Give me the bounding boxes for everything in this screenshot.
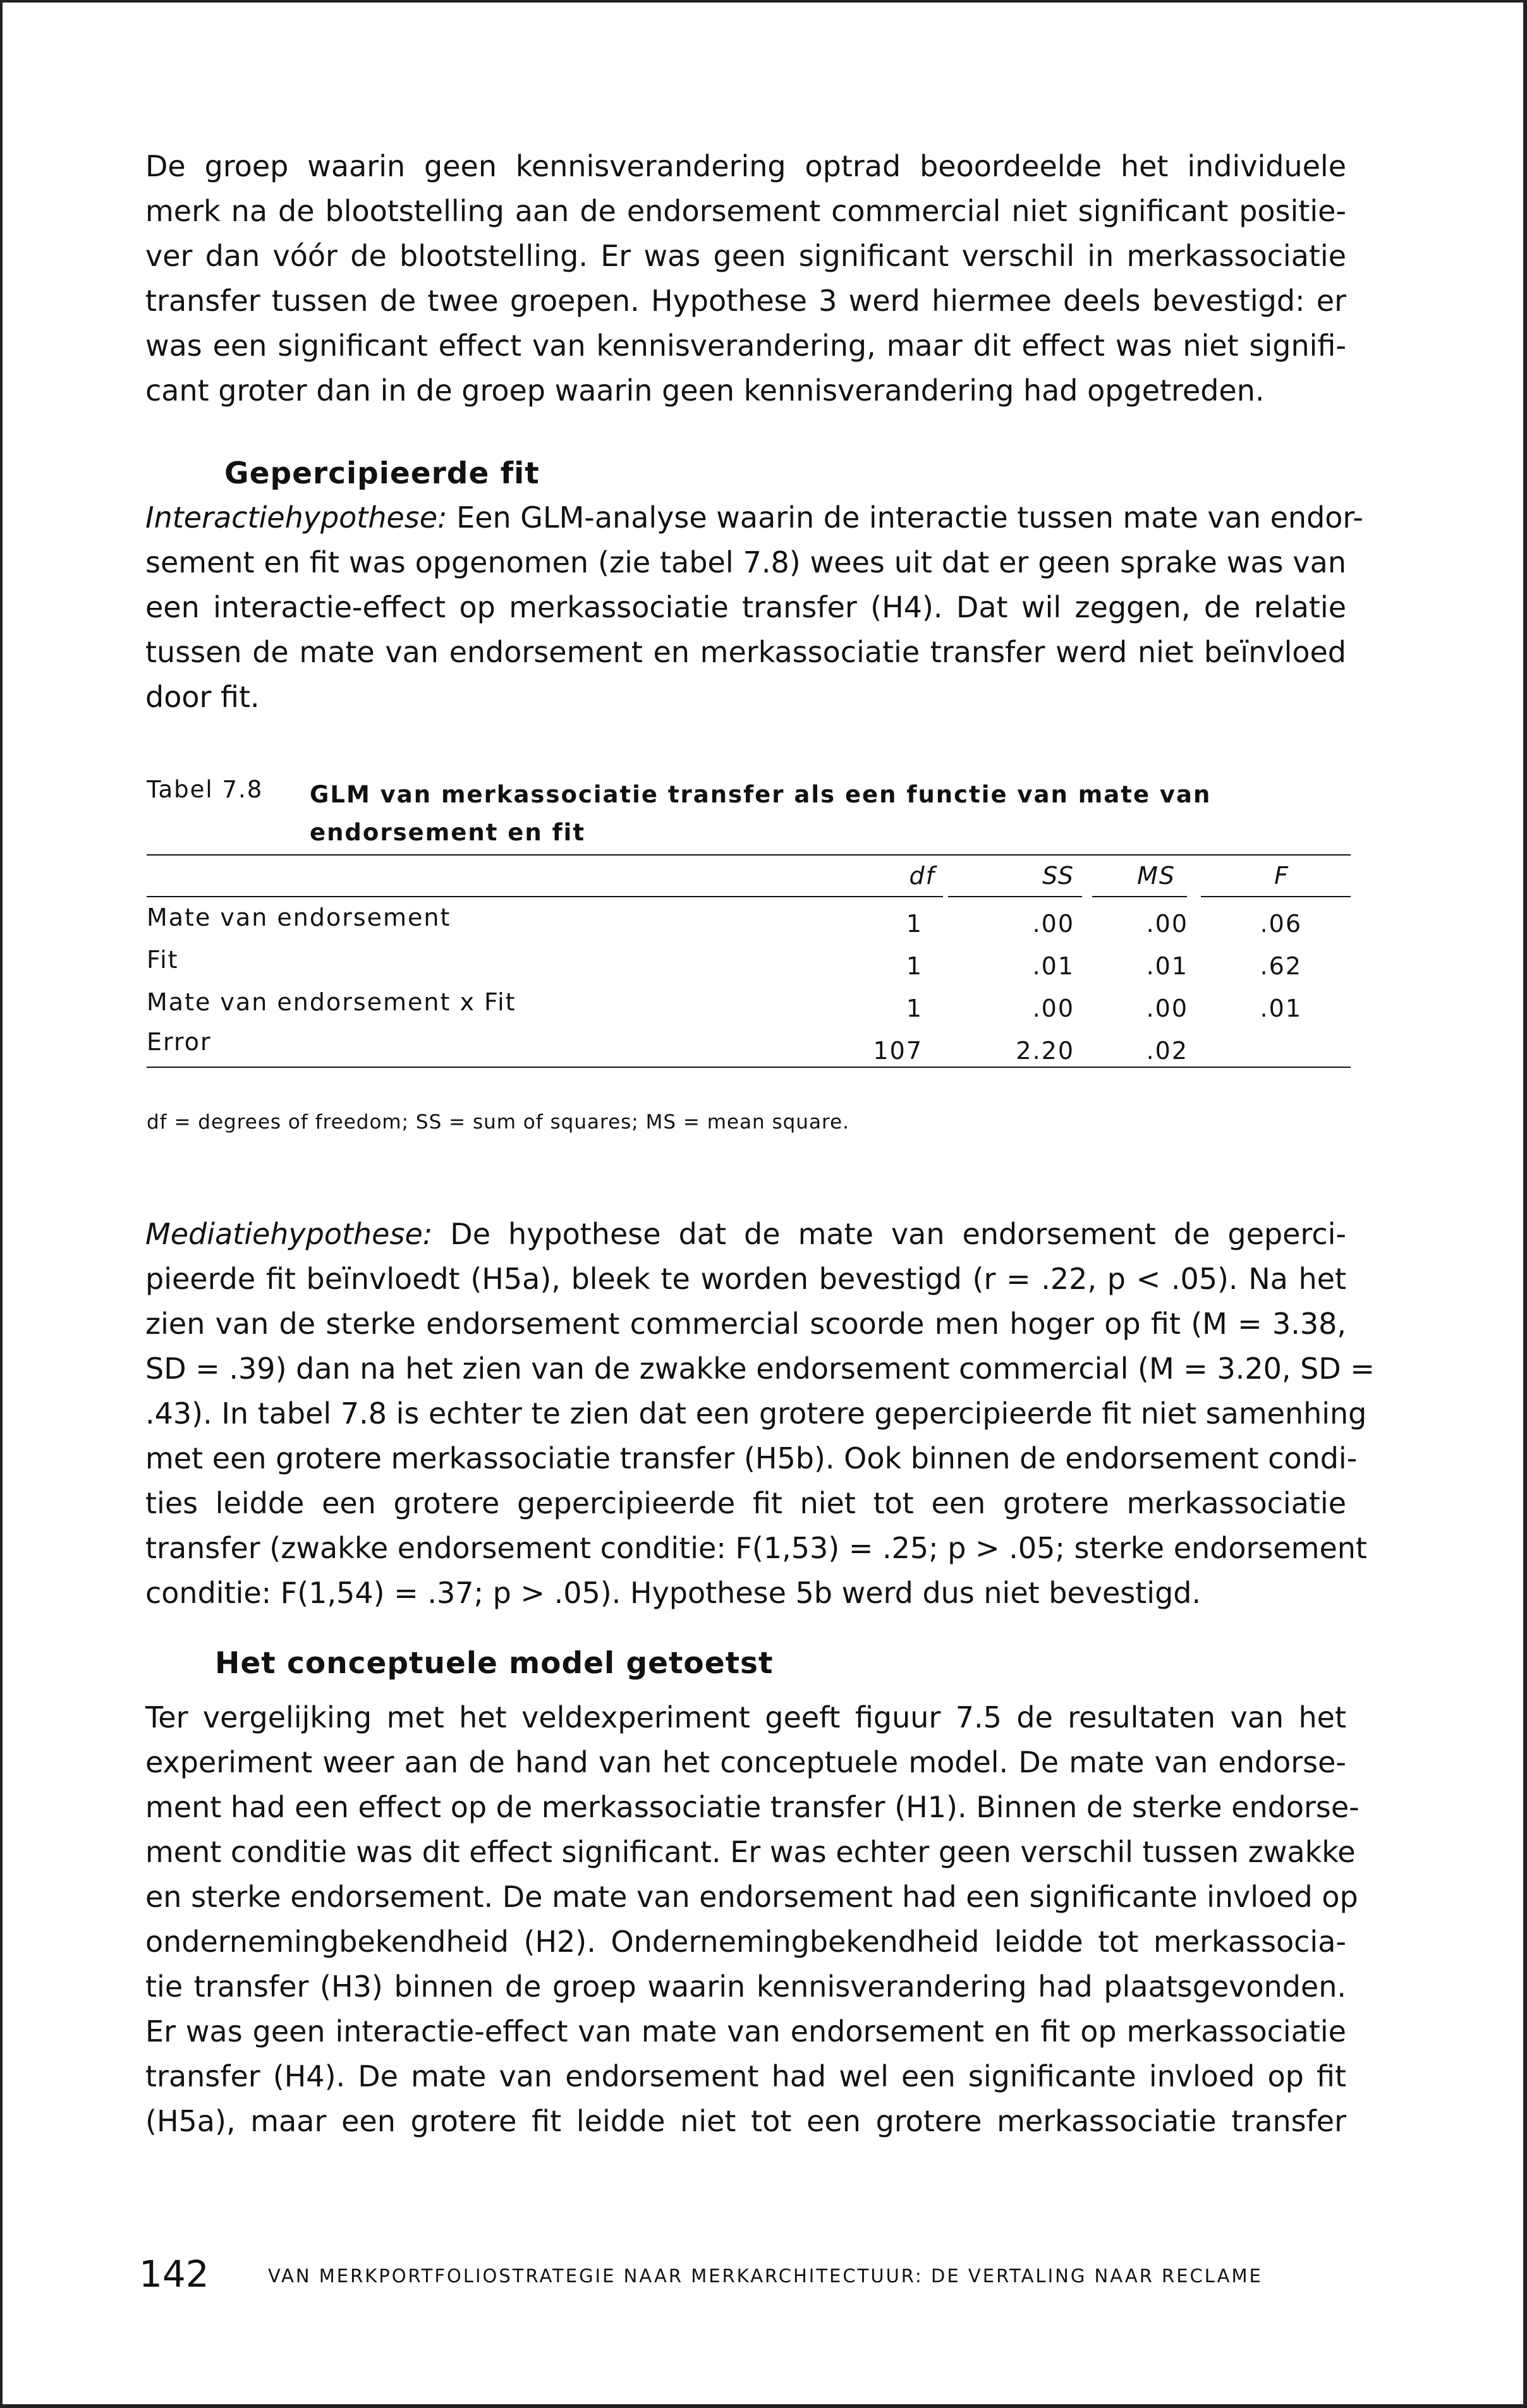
hypothesis-label: Interactiehypothese: <box>145 500 447 535</box>
text-line: door fit. <box>145 680 260 714</box>
text-line: pieerde fit beïnvloedt (H5a), bleek te worden bevestigd (r = .22, p < .05). Na het <box>145 1262 1346 1296</box>
header-underline-ss <box>962 896 1082 897</box>
text-line: Er was geen interactie-effect van mate van endorsement en fit op merkassociatie <box>145 2014 1346 2048</box>
cell-df: 1 <box>906 910 923 938</box>
paragraph-intro <box>145 144 1346 413</box>
cell-ss: 2.20 <box>1016 1037 1074 1065</box>
text-line: transfer (H4). De mate van endorsement had wel een significante invloed op fit <box>145 2059 1346 2093</box>
column-header-ms: MS <box>1137 862 1176 890</box>
row-label: Mate van endorsement x Fit <box>147 988 516 1016</box>
text-line: een interactie-effect op merkassociatie transfer (H4). Dat wil zeggen, de relatie <box>145 590 1346 624</box>
header-underline-ms <box>1092 896 1187 897</box>
cell-f: .62 <box>1260 952 1302 980</box>
cell-ss: .00 <box>1032 995 1074 1022</box>
text-line: sement en fit was opgenomen (zie tabel 7.8) wees uit dat er geen sprake was van <box>145 545 1346 579</box>
header-underline-label <box>147 896 943 897</box>
text-line: De groep waarin geen kennisverandering optrad beoordeelde het individuele <box>145 149 1346 183</box>
text-line: SD = .39) dan na het zien van de zwakke endorsement commercial (M = 3.20, SD = <box>145 1352 1375 1386</box>
text-line: conditie: F(1,54) = .37; p > .05). Hypothese 5b werd dus niet bevestigd. <box>145 1576 1202 1610</box>
text-line: ment had een effect op de merkassociatie transfer (H1). Binnen de sterke endorse- <box>145 1790 1360 1824</box>
text-line: De hypothese dat de mate van endorsement de geperci- <box>432 1217 1346 1251</box>
hypothesis-label: Mediatiehypothese: <box>145 1217 433 1251</box>
text-line: Een GLM-analyse waarin de interactie tussen mate van endor- <box>447 500 1363 535</box>
running-footer-title: VAN MERKPORTFOLIOSTRATEGIE NAAR MERKARCHITECTUUR: DE VERTALING NAAR RECLAME <box>268 2265 1263 2287</box>
text-line: merk na de blootstelling aan de endorsement commercial niet significant positie- <box>145 194 1346 228</box>
page-number: 142 <box>139 2253 209 2296</box>
table-bottom-rule <box>147 1067 1351 1068</box>
cell-ms: .02 <box>1146 1037 1188 1065</box>
cell-ms: .01 <box>1146 952 1188 980</box>
text-line: .43). In tabel 7.8 is echter te zien dat een grotere gepercipieerde fit niet samenhing <box>145 1396 1367 1431</box>
text-line: tie transfer (H3) binnen de groep waarin kennisverandering had plaatsgevonden. <box>145 1969 1346 2004</box>
column-header-df: df <box>909 862 935 890</box>
text-line: zien van de sterke endorsement commercial scoorde men hoger op fit (M = 3.38, <box>145 1307 1346 1341</box>
table-footnote: df = degrees of freedom; SS = sum of squares; MS = mean square. <box>147 1111 849 1134</box>
section-heading-conceptuele-model: Het conceptuele model getoetst <box>215 1646 774 1681</box>
cell-ms: .00 <box>1146 910 1188 938</box>
cell-ss: .00 <box>1032 910 1074 938</box>
cell-ms: .00 <box>1146 995 1188 1022</box>
table-top-rule <box>147 854 1351 856</box>
table-label: Tabel 7.8 <box>147 776 264 803</box>
row-label: Fit <box>147 946 179 974</box>
text-line: transfer (zwakke endorsement conditie: F(1,53) = .25; p > .05; sterke endorsement <box>145 1531 1367 1565</box>
cell-df: 1 <box>906 995 923 1022</box>
column-header-ss: SS <box>1042 862 1074 890</box>
text-line: transfer tussen de twee groepen. Hypothese 3 werd hiermee deels bevestigd: er <box>145 284 1346 318</box>
row-label: Error <box>147 1028 212 1056</box>
text-line: tussen de mate van endorsement en merkassociatie transfer werd niet beïnvloed <box>145 635 1346 669</box>
cell-ss: .01 <box>1032 952 1074 980</box>
text-line: (H5a), maar een grotere fit leidde niet tot een grotere merkassociatie transfer <box>145 2104 1346 2138</box>
row-label: Mate van endorsement <box>147 904 451 931</box>
text-line: ties leidde een grotere gepercipieerde fit niet tot een grotere merkassociatie <box>145 1486 1346 1520</box>
section-heading-gepercipieerde-fit: Gepercipieerde fit <box>224 456 540 491</box>
cell-f: .06 <box>1260 910 1302 938</box>
header-underline-f <box>1201 896 1351 897</box>
text-line: experiment weer aan de hand van het conceptuele model. De mate van endorse- <box>145 1745 1346 1779</box>
text-line: met een grotere merkassociatie transfer (H5b). Ook binnen de endorsement condi- <box>145 1441 1358 1475</box>
text-line: Ter vergelijking met het veldexperiment geeft figuur 7.5 de resultaten van het <box>145 1700 1346 1734</box>
paragraph-interactiehypothese <box>145 495 1363 720</box>
text-line: ment conditie was dit effect significant. Er was echter geen verschil tussen zwakke <box>145 1835 1356 1869</box>
text-line: was een significant effect van kennisverandering, maar dit effect was niet signifi- <box>145 329 1346 363</box>
cell-df: 1 <box>906 952 923 980</box>
paragraph-conceptuele-model <box>145 1695 1360 2144</box>
paragraph-mediatiehypothese <box>145 1212 1375 1616</box>
table-title: GLM van merkassociatie transfer als een functie van mate van endorsement en fit <box>310 781 1212 846</box>
text-line: ondernemingbekendheid (H2). Ondernemingbekendheid leidde tot merkassocia- <box>145 1925 1346 1959</box>
column-header-f: F <box>1274 862 1289 890</box>
text-line: ver dan vóór de blootstelling. Er was geen significant verschil in merkassociatie <box>145 239 1346 273</box>
cell-df: 107 <box>873 1037 923 1065</box>
text-line: en sterke endorsement. De mate van endorsement had een significante invloed op <box>145 1880 1358 1914</box>
text-line: cant groter dan in de groep waarin geen kennisverandering had opgetreden. <box>145 373 1265 408</box>
cell-f: .01 <box>1260 995 1302 1022</box>
